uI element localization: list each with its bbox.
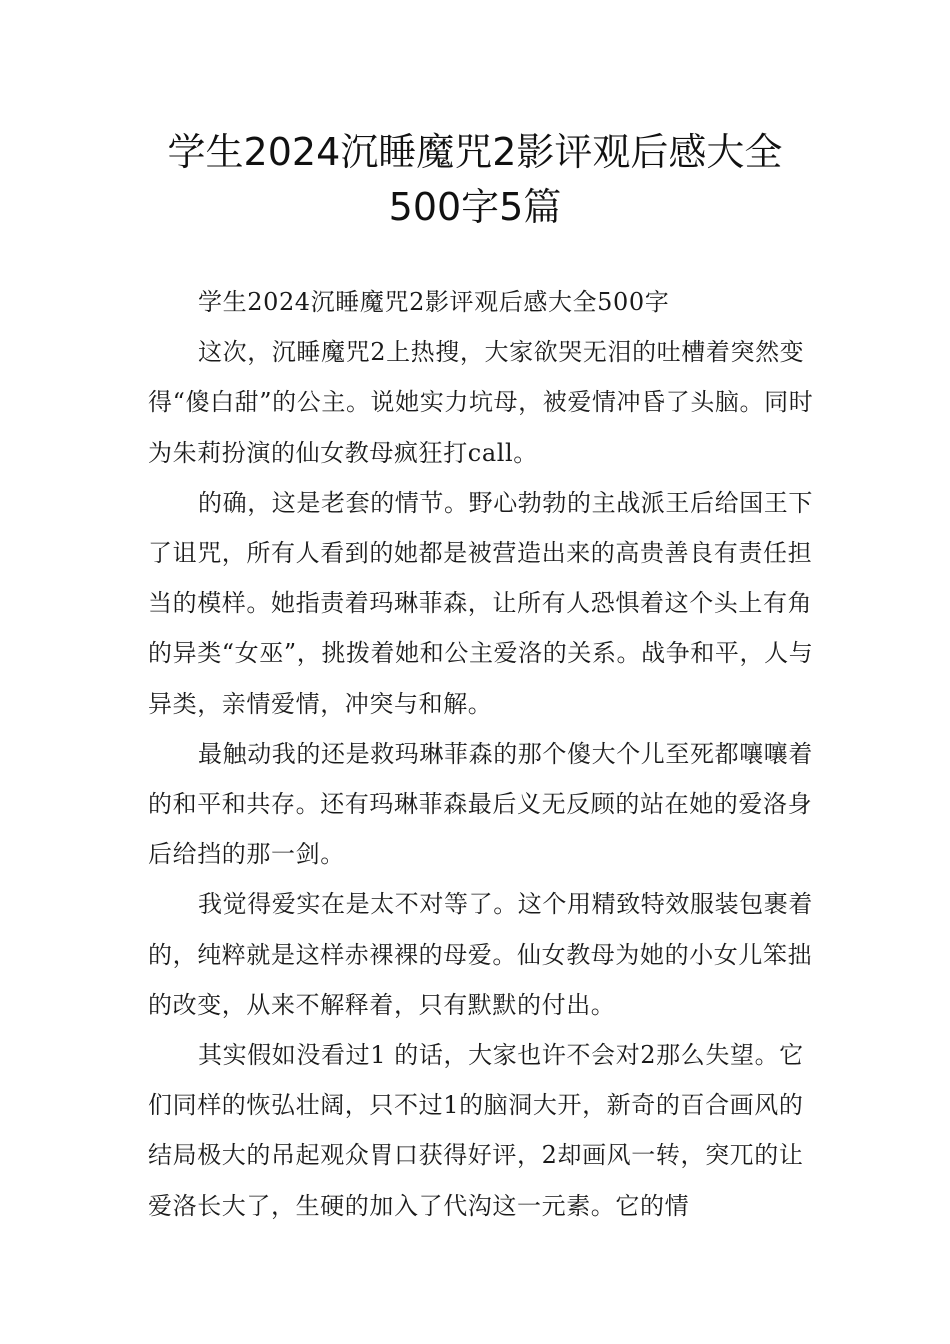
document-title — [0, 125, 950, 235]
paragraph: 的确，这是老套的情节。野心勃勃的主战派王后给国王下了诅咒，所有人看到的她都是被营造出来的高贵善良有责任担当的模样。她指责着玛琳菲森，让所有人恐惧着这个头上有角的异类“女巫”，挑拨着她和公主爱洛的关系。战争和平，人与异类，亲情爱情，冲突与和解。 — [148, 488, 814, 718]
paragraph: 最触动我的还是救玛琳菲森的那个傻大个儿至死都嚷嚷着的和平和共存。还有玛琳菲森最后义无反顾的站在她的爱洛身后给挡的那一剑。 — [148, 739, 813, 869]
paragraph: 这次，沉睡魔咒2上热搜，大家欲哭无泪的吐槽着突然变得“傻白甜”的公主。说她实力坑母，被爱情冲昏了头脑。同时为朱莉扮演的仙女教母疯狂打call。 — [148, 338, 814, 467]
document-body — [148, 277, 818, 1231]
title-line-1: 学生2024沉睡魔咒2影评观后感大全 — [167, 130, 783, 174]
paragraph: 其实假如没看过1 的话，大家也许不会对2那么失望。它们同样的恢弘壮阔，只不过1的脑洞大开，新奇的百合画风的结局极大的吊起观众胃口获得好评，2却画风一转，突兀的让爱洛长大了，生硬的加入了代沟这一元素。它的情 — [148, 1041, 804, 1220]
paragraph: 我觉得爱实在是太不对等了。这个用精致特效服装包裹着的，纯粹就是这样赤裸裸的母爱。仙女教母为她的小女儿笨拙的改变，从来不解释着，只有默默的付出。 — [148, 890, 813, 1019]
title-line-2: 500字5篇 — [388, 185, 562, 229]
paragraph-subtitle: 学生2024沉睡魔咒2影评观后感大全500字 — [198, 288, 670, 316]
